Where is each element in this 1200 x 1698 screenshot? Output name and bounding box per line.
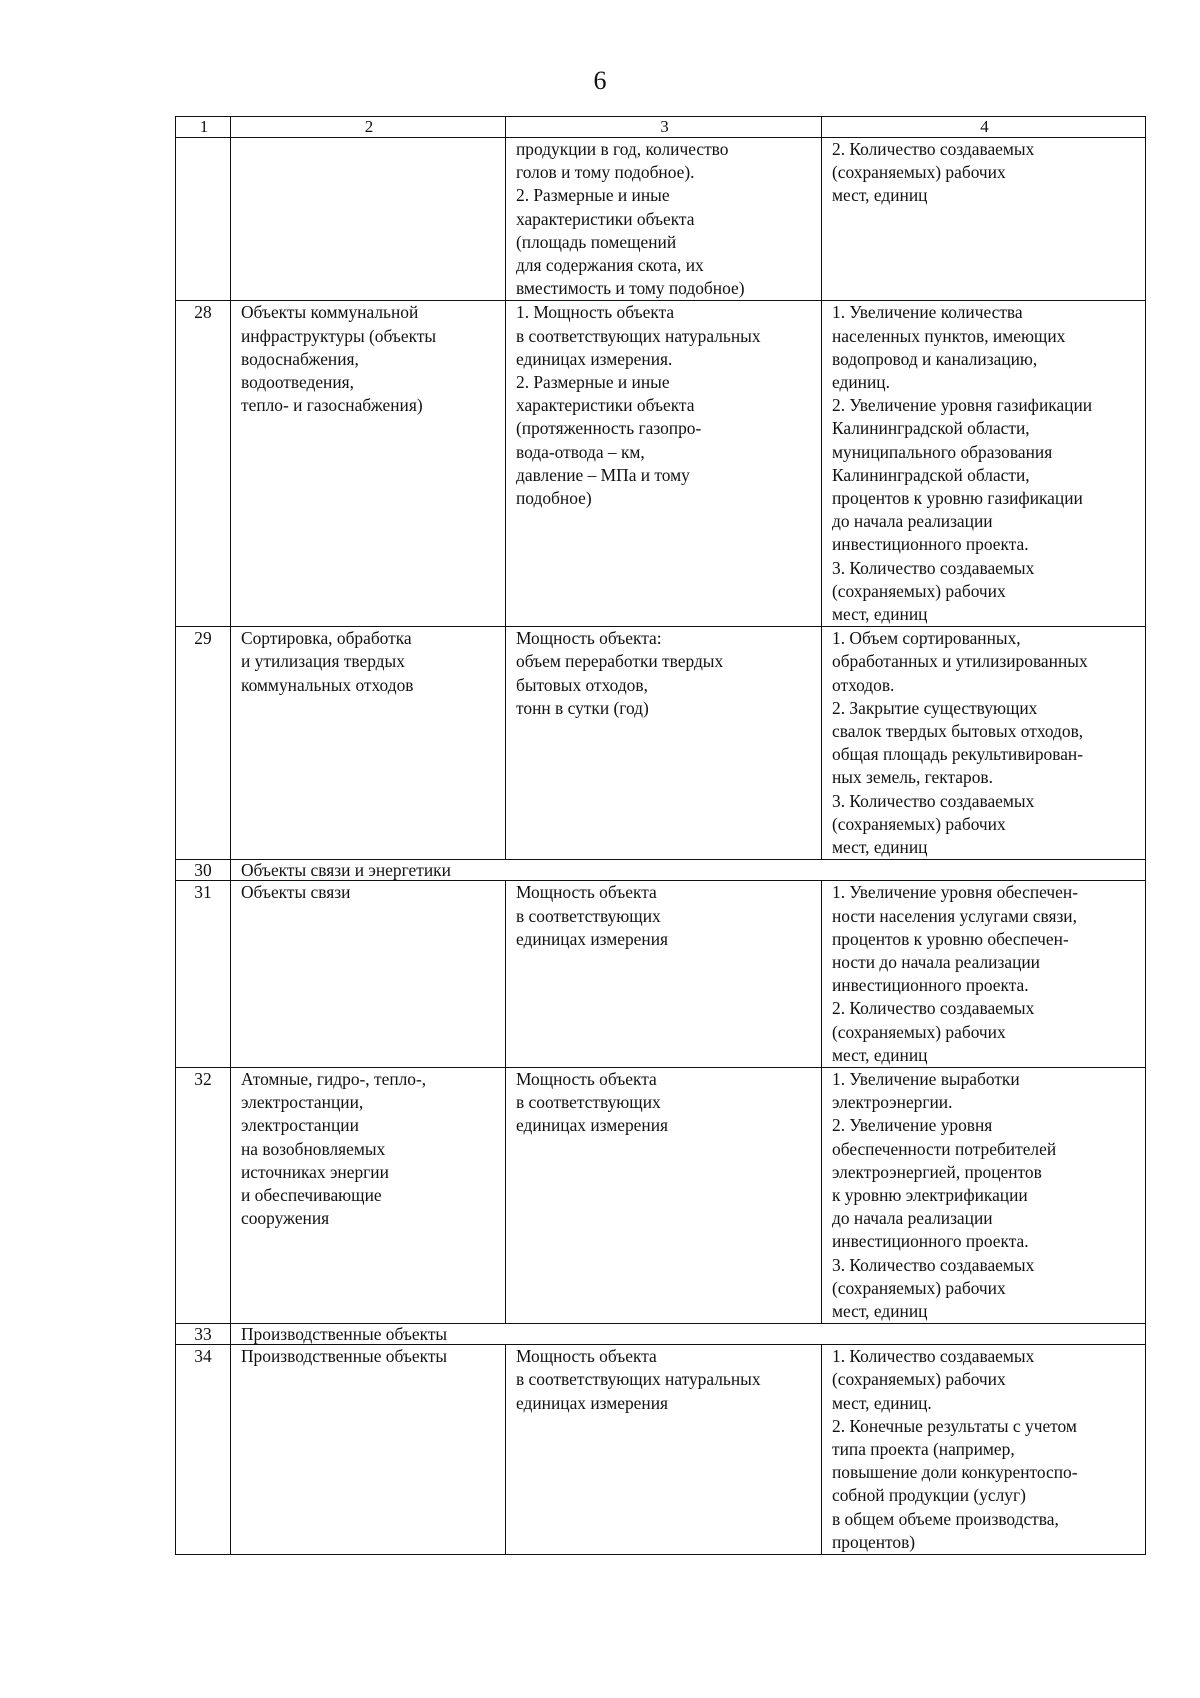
- table-row: [176, 138, 1146, 301]
- capacity-cell: Мощность объекта: объем переработки твердых бытовых отходов, тонн в сутки (год): [506, 627, 822, 860]
- section-row: [176, 1324, 1146, 1345]
- table-row: [176, 301, 1146, 627]
- capacity-cell: 1. Мощность объекта в соответствующих натуральных единицах измерения. 2. Размерные и иные характеристики объекта (протяженность газопро- вода-отвода – км, давление – МПа и тому подобное): [506, 301, 822, 627]
- results-cell: 1. Увеличение количества населенных пунктов, имеющих водопровод и канализацию, единиц. 2. Увеличение уровня газификации Калининградской области, муниципального образования Калининградской области, процентов к уровню газификации до начала реализации инвестиционного проекта. 3. Количество создаваемых (сохраняемых) рабочих мест, единиц: [822, 301, 1146, 627]
- header-cell-3: 3: [506, 117, 822, 138]
- capacity-cell: Мощность объекта в соответствующих натуральных единицах измерения: [506, 1345, 822, 1555]
- capacity-cell: Мощность объекта в соответствующих единицах измерения: [506, 1067, 822, 1323]
- page-number: 6: [593, 66, 607, 95]
- header-cell-4: 4: [822, 117, 1146, 138]
- object-type-cell: Объекты коммунальной инфраструктуры (объекты водоснабжения, водоотведения, тепло- и газоснабжения): [231, 301, 506, 627]
- table-row: [176, 1067, 1146, 1323]
- results-cell: 2. Количество создаваемых (сохраняемых) рабочих мест, единиц: [822, 138, 1146, 301]
- object-type-cell: Атомные, гидро-, тепло-, электростанции, электростанции на возобновляемых источниках энергии и обеспечивающие сооружения: [231, 1067, 506, 1323]
- capacity-cell: продукции в год, количество голов и тому подобное). 2. Размерные и иные характеристики объекта (площадь помещений для содержания скота, их вместимость и тому подобное): [506, 138, 822, 301]
- results-cell: 1. Увеличение выработки электроэнергии. 2. Увеличение уровня обеспеченности потребителей электроэнергией, процентов к уровню электрификации до начала реализации инвестиционного проекта. 3. Количество создаваемых (сохраняемых) рабочих мест, единиц: [822, 1067, 1146, 1323]
- object-type-cell: Производственные объекты: [231, 1345, 506, 1555]
- table-row: [176, 1345, 1146, 1555]
- object-type-cell: Сортировка, обработка и утилизация твердых коммунальных отходов: [231, 627, 506, 860]
- object-type-cell: [231, 138, 506, 301]
- row-number: 31: [176, 881, 231, 1068]
- results-cell: 1. Увеличение уровня обеспечен- ности населения услугами связи, процентов к уровню обеспечен- ности до начала реализации инвестиционного проекта. 2. Количество создаваемых (сохраняемых) рабочих мест, единиц: [822, 881, 1146, 1068]
- table-header-row: [176, 117, 1146, 138]
- header-cell-2: 2: [231, 117, 506, 138]
- section-title: Производственные объекты: [231, 1324, 1146, 1345]
- row-number: 29: [176, 627, 231, 860]
- row-number: 34: [176, 1345, 231, 1555]
- criteria-table-body: [176, 117, 1146, 1555]
- table-row: [176, 627, 1146, 860]
- criteria-table: [175, 116, 1146, 1555]
- results-cell: 1. Количество создаваемых (сохраняемых) рабочих мест, единиц. 2. Конечные результаты с учетом типа проекта (например, повышение доли конкурентоспо- собной продукции (услуг) в общем объеме производства, процентов): [822, 1345, 1146, 1555]
- row-number: 30: [176, 860, 231, 881]
- object-type-cell: Объекты связи: [231, 881, 506, 1068]
- row-number: 32: [176, 1067, 231, 1323]
- row-number: [176, 138, 231, 301]
- header-cell-1: 1: [176, 117, 231, 138]
- capacity-cell: Мощность объекта в соответствующих единицах измерения: [506, 881, 822, 1068]
- table-row: [176, 881, 1146, 1068]
- row-number: 33: [176, 1324, 231, 1345]
- row-number: 28: [176, 301, 231, 627]
- section-title: Объекты связи и энергетики: [231, 860, 1146, 881]
- results-cell: 1. Объем сортированных, обработанных и утилизированных отходов. 2. Закрытие существующих свалок твердых бытовых отходов, общая площадь рекультивирован- ных земель, гектаров. 3. Количество создаваемых (сохраняемых) рабочих мест, единиц: [822, 627, 1146, 860]
- section-row: [176, 860, 1146, 881]
